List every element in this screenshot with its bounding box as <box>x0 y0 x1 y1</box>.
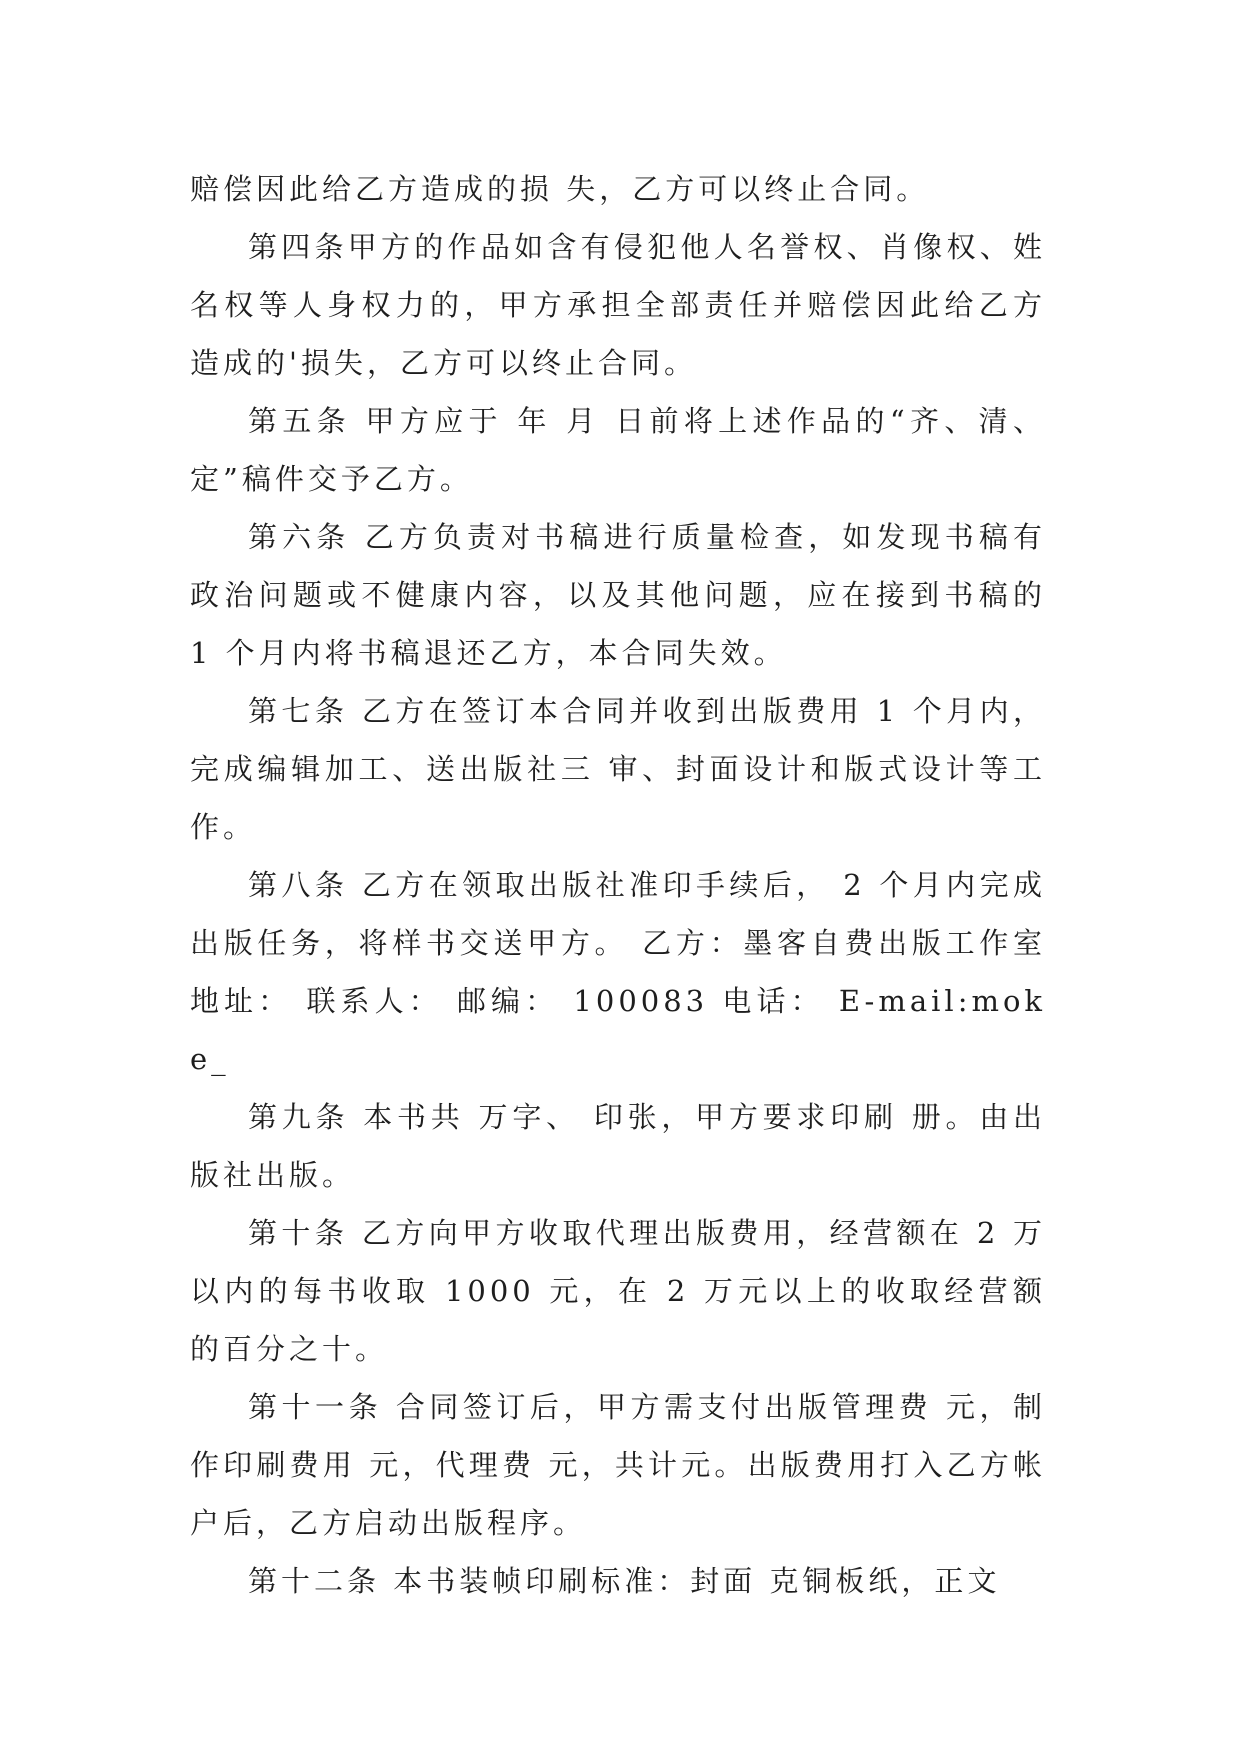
clause-12: 第十二条 本书装帧印刷标准：封面 克铜板纸，正文 <box>248 1564 1001 1598</box>
clause-7: 第七条 乙方在签订本合同并收到出版费用 1 个月内，完成编辑加工、送出版社三 审、封面设计和版式设计等工作。 <box>190 694 1046 844</box>
clause-9: 第九条 本书共 万字、 印张，甲方要求印刷 册。由出版社出版。 <box>190 1100 1046 1192</box>
clause-11: 第十一条 合同签订后，甲方需支付出版管理费 元，制作印刷费用 元，代理费 元，共计元。出版费用打入乙方帐户后，乙方启动出版程序。 <box>190 1390 1046 1540</box>
paragraph-continuation: 赔偿因此给乙方造成的损 失，乙方可以终止合同。 <box>190 172 930 206</box>
clause-6: 第六条 乙方负责对书稿进行质量检查，如发现书稿有政治问题或不健康内容，以及其他问题，应在接到书稿的 1 个月内将书稿退还乙方，本合同失效。 <box>190 520 1046 670</box>
clause-4: 第四条甲方的作品如含有侵犯他人名誉权、肖像权、姓名权等人身权力的，甲方承担全部责任并赔偿因此给乙方造成的'损失，乙方可以终止合同。 <box>190 230 1046 380</box>
clause-10: 第十条 乙方向甲方收取代理出版费用，经营额在 2 万以内的每书收取 1000 元，在 2 万元以上的收取经营额的百分之十。 <box>190 1216 1046 1366</box>
clause-5: 第五条 甲方应于 年 月 日前将上述作品的“齐、清、定”稿件交予乙方。 <box>190 404 1046 496</box>
contract-body <box>190 160 1046 1610</box>
clause-8: 第八条 乙方在领取出版社准印手续后， 2 个月内完成出版任务，将样书交送甲方。 乙方：墨客自费出版工作室 地址： 联系人： 邮编： 100083 电话： E-mail:moke_ <box>190 868 1046 1076</box>
